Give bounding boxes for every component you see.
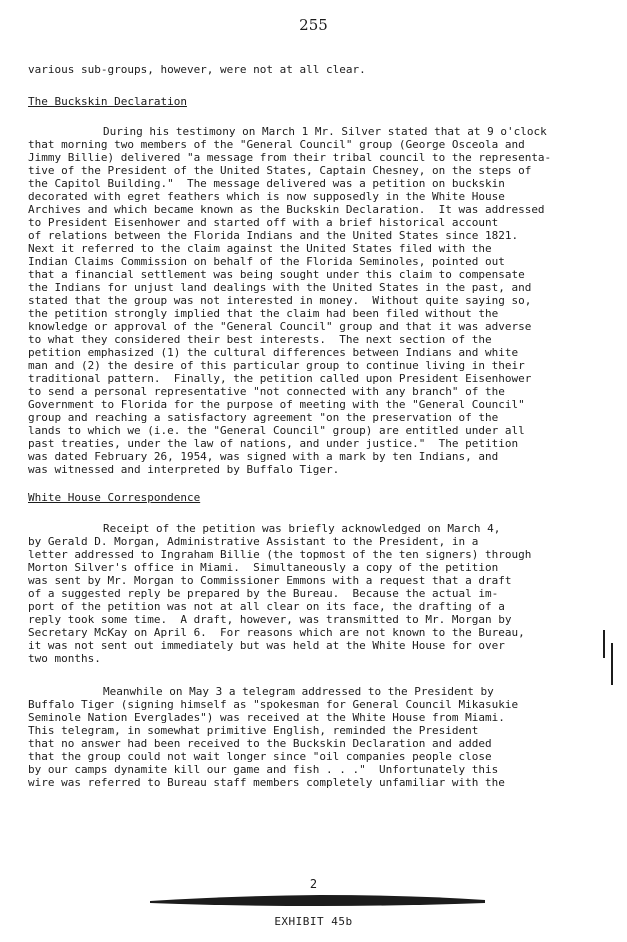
text-line: the petition strongly implied that the claim had been filed without the <box>28 307 499 320</box>
text-line: was sent by Mr. Morgan to Commissioner Emmons with a request that a draft <box>28 574 512 587</box>
text-line: by our camps dynamite kill our game and fish . . ." Unfortunately this <box>28 763 499 776</box>
text-line: of relations between the Florida Indians and the United States since 1821. <box>28 229 519 242</box>
section-heading-buckskin: The Buckskin Declaration <box>28 95 187 108</box>
text-line: Jimmy Billie) delivered "a message from their tribal council to the representa- <box>28 151 552 164</box>
section-heading-white-house: White House Correspondence <box>28 491 201 504</box>
text-line: man and (2) the desire of this particular group to continue living in their <box>28 359 525 372</box>
text-line: knowledge or approval of the "General Council" group and that it was adverse <box>28 320 532 333</box>
text-line: Secretary McKay on April 6. For reasons which are not known to the Bureau, <box>28 626 525 639</box>
text-line: group and reaching a satisfactory agreement "on the preservation of the <box>28 411 499 424</box>
text-line: was dated February 26, 1954, was signed with a mark by ten Indians, and <box>28 450 499 463</box>
footer-page-number: 2 <box>309 877 318 891</box>
page-number: 255 <box>299 16 328 34</box>
margin-mark <box>611 643 613 685</box>
text-line: past treaties, under the law of nations, and under justice." The petition <box>28 437 519 450</box>
text-line: Meanwhile on May 3 a telegram addressed to the President by <box>103 685 494 698</box>
text-line: Buffalo Tiger (signing himself as "spokesman for General Council Mikasukie <box>28 698 519 711</box>
text-line: Next it referred to the claim against the United States filed with the <box>28 242 492 255</box>
text-line: that the group could not wait longer since "oil companies people close <box>28 750 492 763</box>
text-line: Receipt of the petition was briefly acknowledged on March 4, <box>103 522 501 535</box>
margin-mark <box>603 630 605 658</box>
text-line: wire was referred to Bureau staff members completely unfamiliar with the <box>28 776 505 789</box>
text-line: various sub-groups, however, were not at all clear. <box>28 63 366 76</box>
text-line: This telegram, in somewhat primitive English, reminded the President <box>28 724 479 737</box>
text-line: was witnessed and interpreted by Buffalo Tiger. <box>28 463 340 476</box>
text-line: Indian Claims Commission on behalf of the Florida Seminoles, pointed out <box>28 255 505 268</box>
text-line: tive of the President of the United States, Captain Chesney, on the steps of <box>28 164 532 177</box>
text-line: that morning two members of the "General Council" group (George Osceola and <box>28 138 525 151</box>
text-line: it was not sent out immediately but was held at the White House for over <box>28 639 505 652</box>
footer-rule <box>150 893 485 907</box>
text-line: lands to which we (i.e. the "General Council" group) are entitled under all <box>28 424 525 437</box>
text-line: of a suggested reply be prepared by the Bureau. Because the actual im- <box>28 587 499 600</box>
text-line: decorated with egret feathers which is now supposedly in the White House <box>28 190 505 203</box>
text-line: that a financial settlement was being sought under this claim to compensate <box>28 268 525 281</box>
text-line: Morton Silver's office in Miami. Simultaneously a copy of the petition <box>28 561 499 574</box>
text-line: During his testimony on March 1 Mr. Silver stated that at 9 o'clock <box>103 125 547 138</box>
text-line: to what they considered their best interests. The next section of the <box>28 333 492 346</box>
text-line: to send a personal representative "not connected with any branch" of the <box>28 385 505 398</box>
text-line: petition emphasized (1) the cultural differences between Indians and white <box>28 346 519 359</box>
text-line: stated that the group was not interested in money. Without quite saying so, <box>28 294 532 307</box>
text-line: that no answer had been received to the Buckskin Declaration and added <box>28 737 492 750</box>
text-line: the Indians for unjust land dealings with the United States in the past, and <box>28 281 532 294</box>
text-line: by Gerald D. Morgan, Administrative Assistant to the President, in a <box>28 535 479 548</box>
exhibit-label: EXHIBIT 45b <box>274 915 353 928</box>
text-line: traditional pattern. Finally, the petition called upon President Eisenhower <box>28 372 532 385</box>
text-line: port of the petition was not at all clear on its face, the drafting of a <box>28 600 505 613</box>
text-line: Seminole Nation Everglades") was received at the White House from Miami. <box>28 711 505 724</box>
text-line: to President Eisenhower and started off with a brief historical account <box>28 216 499 229</box>
text-line: the Capitol Building." The message delivered was a petition on buckskin <box>28 177 505 190</box>
text-line: letter addressed to Ingraham Billie (the topmost of the ten signers) through <box>28 548 532 561</box>
text-line: reply took some time. A draft, however, was transmitted to Mr. Morgan by <box>28 613 512 626</box>
text-line: Archives and which became known as the Buckskin Declaration. It was addressed <box>28 203 545 216</box>
text-line: Government to Florida for the purpose of meeting with the "General Council" <box>28 398 525 411</box>
text-line: two months. <box>28 652 101 665</box>
